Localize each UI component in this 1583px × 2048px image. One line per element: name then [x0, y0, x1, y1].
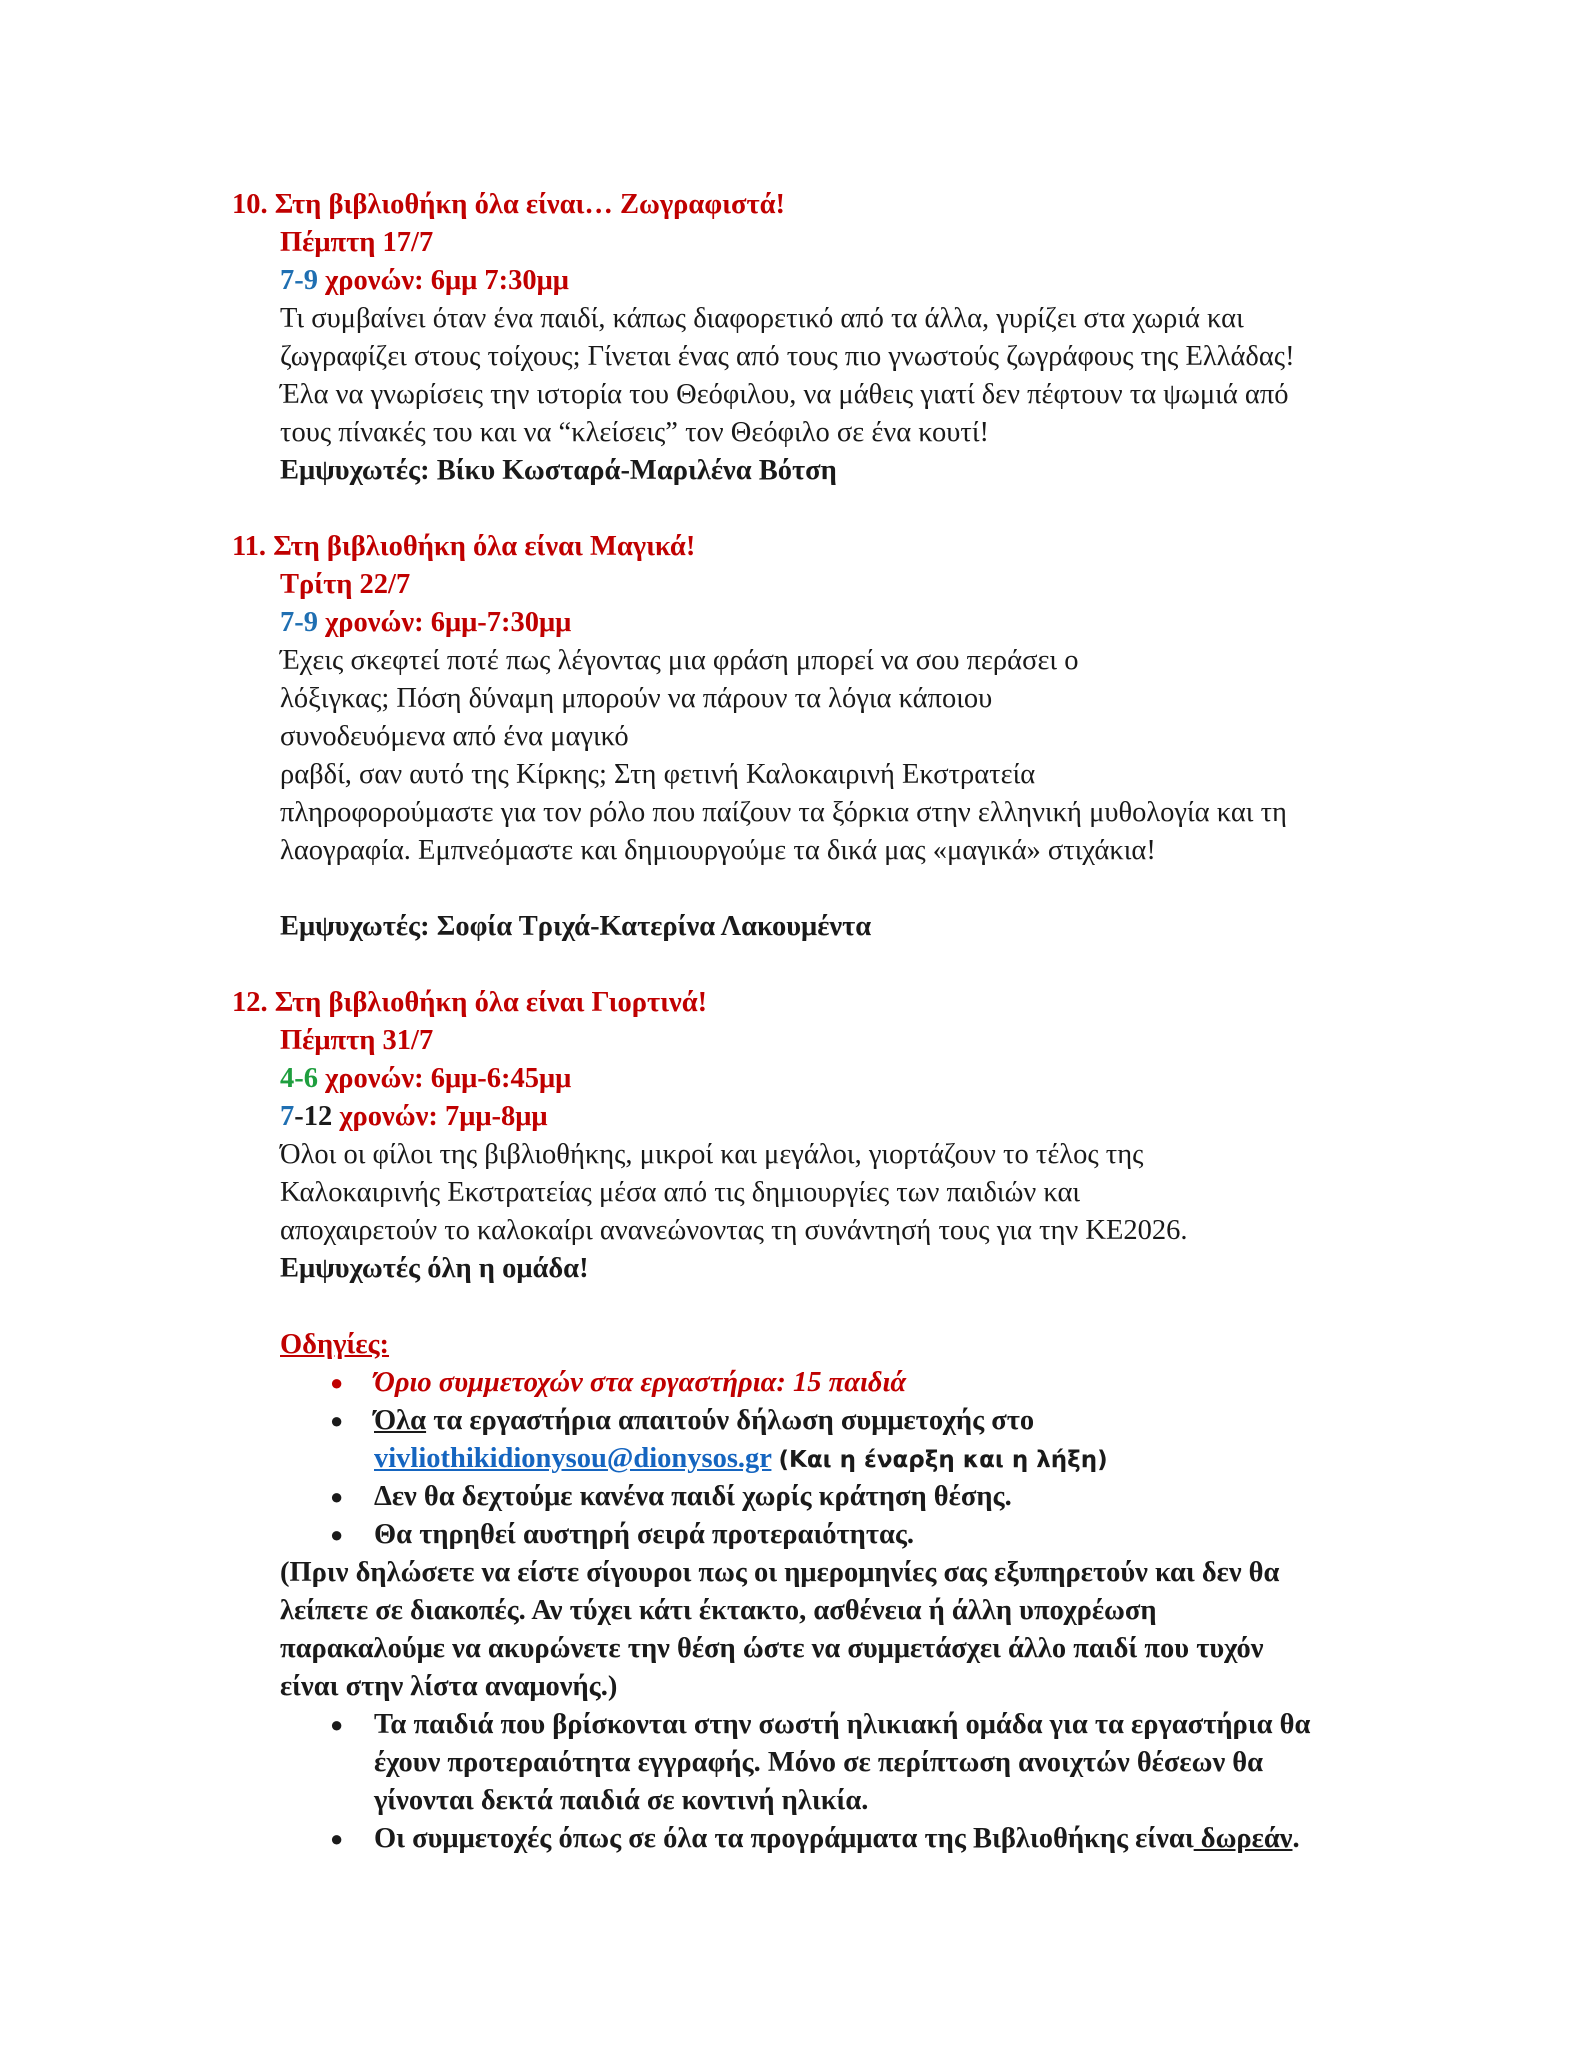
instruction-age-group-3: γίνονται δεκτά παιδιά σε κοντινή ηλικία.	[374, 1785, 869, 1816]
section-11-animators: Εμψυχωτές: Σοφία Τριχά-Κατερίνα Λακουμέντα	[280, 911, 872, 942]
section-11-title: 11. Στη βιβλιοθήκη όλα είναι Μαγικά!	[232, 531, 696, 562]
section-12-text-1: Όλοι οι φίλοι της βιβλιοθήκης, μικροί και μεγάλοι, γιορτάζουν το τέλος της	[280, 1139, 1144, 1170]
instruction-limit: Όριο συμμετοχών στα εργαστήρια: 15 παιδιά	[374, 1367, 907, 1398]
section-10-text-1: Τι συμβαίνει όταν ένα παιδί, κάπως διαφορετικό από τα άλλα, γυρίζει στα χωριά και	[280, 303, 1244, 334]
instructions-heading: Οδηγίες:	[280, 1329, 390, 1360]
instruction-priority: Θα τηρηθεί αυστηρή σειρά προτεραιότητας.	[374, 1519, 915, 1550]
section-12-date: Πέμπτη 31/7	[280, 1025, 434, 1056]
instruction-registration: Όλα τα εργαστήρια απαιτούν δήλωση συμμετοχής στο	[374, 1405, 1035, 1436]
section-11-text-3: συνοδευόμενα από ένα μαγικό	[280, 721, 629, 752]
note-line-3: παρακαλούμε να ακυρώνετε την θέση ώστε να συμμετάσχει άλλο παιδί που τυχόν	[280, 1633, 1264, 1664]
bullet-icon: ●	[330, 1408, 344, 1433]
email-link[interactable]: vivliothikidionysou@dionysos.gr	[374, 1443, 772, 1474]
section-11-text-2: λόξιγκας; Πόση δύναμη μπορούν να πάρουν τα λόγια κάποιου	[280, 683, 993, 714]
note-line-2: λείπετε σε διακοπές. Αν τύχει κάτι έκτακτο, ασθένεια ή άλλη υποχρέωση	[280, 1595, 1157, 1626]
bullet-icon: ●	[330, 1712, 344, 1737]
instruction-age-group-1: Τα παιδιά που βρίσκονται στην σωστή ηλικιακή ομάδα για τα εργαστήρια θα	[374, 1709, 1311, 1740]
section-12-age-time-1: 4-6 χρονών: 6μμ-6:45μμ	[280, 1063, 572, 1094]
section-11-text-6: λαογραφία. Εμπνεόμαστε και δημιουργούμε τα δικά μας «μαγικά» στιχάκια!	[280, 835, 1156, 866]
bullet-icon: ●	[330, 1484, 344, 1509]
section-12-text-2: Καλοκαιρινής Εκστρατείας μέσα από τις δημιουργίες των παιδιών και	[280, 1177, 1081, 1208]
section-11-age-time: 7-9 χρονών: 6μμ-7:30μμ	[280, 607, 572, 638]
note-line-1: (Πριν δηλώσετε να είστε σίγουροι πως οι ημερομηνίες σας εξυπηρετούν και δεν θα	[280, 1557, 1280, 1588]
section-10-date: Πέμπτη 17/7	[280, 227, 434, 258]
section-10-text-3: Έλα να γνωρίσεις την ιστορία του Θεόφιλου, να μάθεις γιατί δεν πέφτουν τα ψωμιά από	[280, 379, 1289, 410]
bullet-icon: ●	[330, 1370, 344, 1395]
section-12-title: 12. Στη βιβλιοθήκη όλα είναι Γιορτινά!	[232, 987, 708, 1018]
bullet-icon: ●	[330, 1522, 344, 1547]
section-10-text-4: τους πίνακές του και να “κλείσεις” τον Θεόφιλο σε ένα κουτί!	[280, 417, 989, 448]
section-10-age-time: 7-9 χρονών: 6μμ 7:30μμ	[280, 265, 569, 296]
instruction-no-reservation: Δεν θα δεχτούμε κανένα παιδί χωρίς κράτηση θέσης.	[374, 1481, 1012, 1512]
section-10-text-2: ζωγραφίζει στους τοίχους; Γίνεται ένας από τους πιο γνωστούς ζωγράφους της Ελλάδας!	[280, 341, 1295, 372]
section-11-text-5: πληροφορούμαστε για τον ρόλο που παίζουν τα ξόρκια στην ελληνική μυθολογία και τη	[280, 797, 1287, 828]
section-10-title: 10. Στη βιβλιοθήκη όλα είναι… Ζωγραφιστά!	[232, 189, 785, 220]
section-11-date: Τρίτη 22/7	[280, 569, 411, 600]
instruction-age-group-2: έχουν προτεραιότητα εγγραφής. Μόνο σε περίπτωση ανοιχτών θέσεων θα	[374, 1747, 1264, 1778]
note-line-4: είναι στην λίστα αναμονής.)	[280, 1671, 618, 1702]
instruction-email-line: vivliothikidionysou@dionysos.gr (Και η έναρξη και η λήξη)	[374, 1443, 1108, 1474]
section-11-text-4: ραβδί, σαν αυτό της Κίρκης; Στη φετινή Καλοκαιρινή Εκστρατεία	[280, 759, 1036, 790]
instruction-free: Οι συμμετοχές όπως σε όλα τα προγράμματα της Βιβλιοθήκης είναι δωρεάν.	[374, 1823, 1300, 1854]
section-12-animators: Εμψυχωτές όλη η ομάδα!	[280, 1253, 589, 1284]
section-12-age-time-2: 7-12 χρονών: 7μμ-8μμ	[280, 1101, 548, 1132]
bullet-icon: ●	[330, 1826, 344, 1851]
section-11-text-1: Έχεις σκεφτεί ποτέ πως λέγοντας μια φράση μπορεί να σου περάσει ο	[280, 645, 1079, 676]
section-10-animators: Εμψυχωτές: Βίκυ Κωσταρά-Μαριλένα Βότση	[280, 455, 837, 486]
section-12-text-3: αποχαιρετούν το καλοκαίρι ανανεώνοντας τη συνάντησή τους για την ΚΕ2026.	[280, 1215, 1188, 1246]
